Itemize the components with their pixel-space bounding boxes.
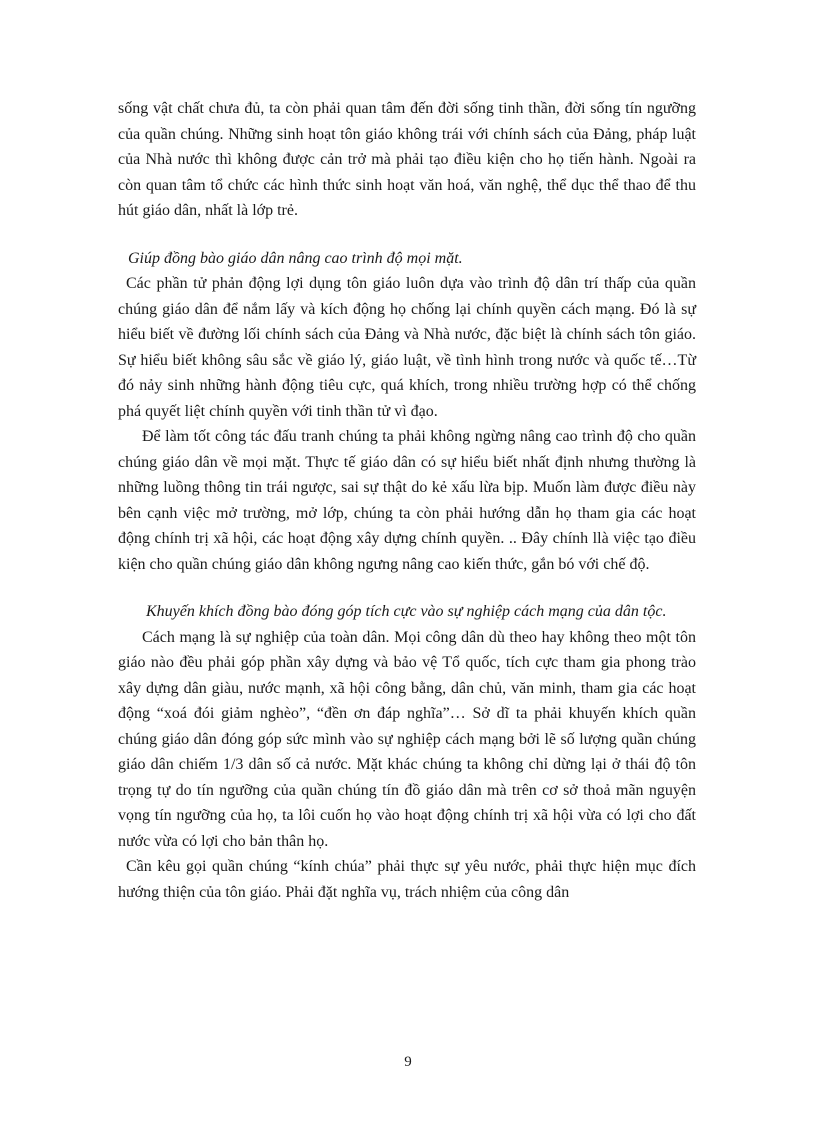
paragraph-call-to-believers: Cần kêu gọi quần chúng “kính chúa” phải thực sự yêu nước, phải thực hiện mục đích hướng thiện của tôn giáo. Phải đặt nghĩa vụ, trách nhiệm của công dân (118, 858, 696, 901)
paragraph-raising-awareness: Để làm tốt công tác đấu tranh chúng ta phải không ngừng nâng cao trình độ cho quần chúng giáo dân về mọi mặt. Thực tế giáo dân có sự hiểu biết nhất định nhưng thường là những luồng thông tin trái ngược, sai sự thật do kẻ xấu lừa bịp. Muốn làm được điều này bên cạnh việc mở trường, mở lớp, chúng ta còn phải hướng dẫn họ tham gia các hoạt động chính trị xã hội, các hoạt động xây dựng chính quyền. .. Đây chính llà việc tạo điều kiện cho quần chúng giáo dân không ngưng nâng cao kiến thức, gắn bó với chế độ. (118, 428, 696, 573)
page-number: 9 (404, 1054, 412, 1070)
section-heading-education: Giúp đồng bào giáo dân nâng cao trình độ mọi mặt. (128, 249, 463, 267)
paragraph-revolution-of-people: Cách mạng là sự nghiệp của toàn dân. Mọi công dân dù theo hay không theo một tôn giáo nào đều phải góp phần xây dựng và bảo vệ Tổ quốc, tích cực tham gia phong trào xây dựng dân giàu, nước mạnh, xã hội công bằng, dân chủ, văn minh, tham gia các hoạt động “xoá đói giảm nghèo”, “đền ơn đáp nghĩa”… Sở dĩ ta phải khuyến khích quần chúng giáo dân đóng góp sức mình vào sự nghiệp cách mạng bởi lẽ số lượng quần chúng giáo dân chiếm 1/3 dân số cả nước. Mặt khác chúng ta không chỉ dừng lại ở thái độ tôn trọng tự do tín ngưỡng của quần chúng tín đồ giáo dân mà trên cơ sở thoả mãn nguyện vọng tín ngưỡng của họ, ta lôi cuốn họ vào hoạt động chính trị xã hội vừa có lợi cho đất nước vừa có lợi cho bản thân họ. (118, 628, 696, 850)
section-heading-contribution: Khuyến khích đồng bào đóng góp tích cực vào sự nghiệp cách mạng của dân tộc. (146, 603, 667, 620)
paragraph-spiritual-life: sống vật chất chưa đủ, ta còn phải quan tâm đến đời sống tinh thần, đời sống tín ngưỡng của quần chúng. Những sinh hoạt tôn giáo không trái với chính sách của Đảng, pháp luật của Nhà nước thì không được cản trở mà phải tạo điều kiện cho họ tiến hành. Ngoài ra còn quan tâm tổ chức các hình thức sinh hoạt văn hoá, văn nghệ, thể dục thể thao để thu hút giáo dân, nhất là lớp trẻ. (118, 100, 696, 219)
paragraph-reactionary-exploitation: Các phần tử phản động lợi dụng tôn giáo luôn dựa vào trình độ dân trí thấp của quần chúng giáo dân để nắm lấy và kích động họ chống lại chính quyền cách mạng. Đó là sự hiểu biết về đường lối chính sách của Đảng và Nhà nước, đặc biệt là chính sách tôn giáo. Sự hiểu biết không sâu sắc về giáo lý, giáo luật, về tình hình trong nước và quốc tế…Từ đó nảy sinh những hành động tiêu cực, quá khích, trong nhiều trường hợp có thể chống phá quyết liệt chính quyền với tinh thần tử vì đạo. (118, 275, 696, 420)
document-page (118, 96, 696, 905)
